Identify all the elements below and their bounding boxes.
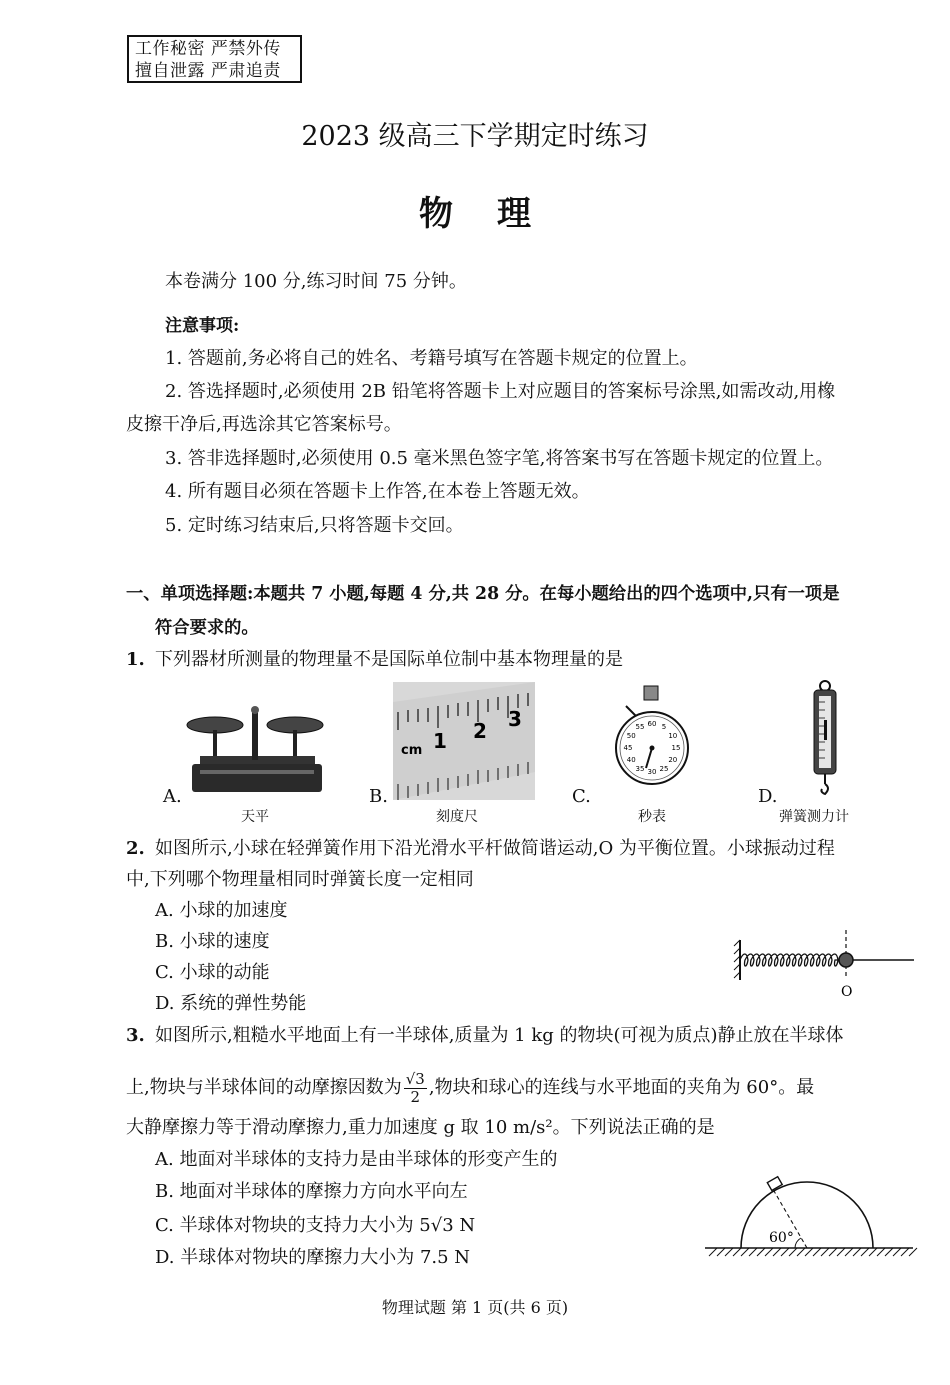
question-stem: 下列器材所测量的物理量不是国际单位制中基本物理量的是 [155, 649, 623, 670]
caption-spring-scale: 弹簧测力计 [779, 809, 849, 825]
stem-text: 上,物块与半球体间的动摩擦因数为 [126, 1077, 402, 1098]
fraction-numerator: √3 [405, 1069, 425, 1088]
question-number: 3. [126, 1025, 145, 1046]
stamp-line-2: 擅自泄露 严肃追责 [135, 61, 281, 81]
question-number: 1. [126, 649, 145, 670]
dial-number: 50 [626, 732, 636, 740]
ruler-mark: 3 [508, 707, 522, 731]
dial-number: 5 [661, 723, 667, 732]
caption-stopwatch: 秒表 [638, 809, 666, 825]
fraction-denominator: 2 [410, 1087, 421, 1106]
question-stem-cont: 中,下列哪个物理量相同时弹簧长度一定相同 [126, 869, 474, 890]
section-heading-cont: 符合要求的。 [155, 618, 259, 638]
angle-label: 60° [769, 1230, 794, 1246]
exam-title: 2023 级高三下学期定时练习 [301, 121, 649, 152]
dial-number: 20 [668, 756, 678, 764]
option-letter-c: C. [572, 786, 591, 807]
subject-title: 物理 [419, 194, 575, 234]
equilibrium-label: O [841, 984, 853, 1000]
stopwatch-figure [612, 684, 692, 800]
hemisphere-figure [705, 1172, 915, 1262]
ruler-mark: 2 [473, 719, 487, 743]
option-text: A. 小球的加速度 [155, 900, 288, 921]
option-letter-d: D. [758, 786, 778, 807]
note-item: 1. 答题前,务必将自己的姓名、考籍号填写在答题卡规定的位置上。 [165, 348, 698, 369]
intro-text: 本卷满分 100 分,练习时间 75 分钟。 [165, 271, 467, 292]
note-item: 5. 定时练习结束后,只将答题卡交回。 [165, 515, 464, 536]
option-text: D. 半球体对物块的摩擦力大小为 7.5 N [155, 1247, 471, 1268]
option-text: C. 半球体对物块的支持力大小为 5√3 N [155, 1215, 476, 1236]
dial-number: 40 [626, 756, 636, 764]
option-text: B. 地面对半球体的摩擦力方向水平向左 [155, 1181, 468, 1202]
spring-oscillator-figure [734, 928, 919, 1000]
ruler-mark: 1 [433, 729, 447, 753]
section-heading: 一、单项选择题:本题共 7 小题,每题 4 分,共 28 分。在每小题给出的四个选项中,只有一项是 [126, 584, 840, 604]
caption-balance: 天平 [241, 809, 269, 825]
dial-number: 15 [671, 744, 681, 752]
dial-number: 55 [635, 723, 645, 732]
dial-number: 10 [668, 732, 678, 740]
question-stem: 如图所示,粗糙水平地面上有一半球体,质量为 1 kg 的物块(可视为质点)静止放在半球体 [155, 1025, 844, 1046]
question-number: 2. [126, 838, 145, 859]
page-footer: 物理试题 第 1 页(共 6 页) [381, 1298, 569, 1317]
option-text: A. 地面对半球体的支持力是由半球体的形变产生的 [155, 1149, 558, 1170]
ruler-figure [393, 682, 535, 800]
note-item: 3. 答非选择题时,必须使用 0.5 毫米黑色签字笔,将答案书写在答题卡规定的位置上。 [165, 448, 834, 469]
dial-number: 30 [647, 768, 657, 776]
question-stem-cont: 大静摩擦力等于滑动摩擦力,重力加速度 g 取 10 m/s²。下列说法正确的是 [126, 1117, 715, 1138]
caption-ruler: 刻度尺 [436, 809, 478, 825]
spring-scale-figure [805, 680, 845, 800]
friction-coefficient-fraction [404, 1071, 427, 1106]
dial-number: 45 [623, 744, 633, 752]
balance-figure [180, 700, 330, 800]
confidential-stamp [127, 35, 302, 83]
note-item: 皮擦干净后,再选涂其它答案标号。 [126, 414, 402, 435]
option-letter-a: A. [163, 786, 182, 807]
notes-heading: 注意事项: [165, 316, 240, 336]
dial-number: 35 [635, 764, 645, 773]
note-item: 4. 所有题目必须在答题卡上作答,在本卷上答题无效。 [165, 481, 590, 502]
ruler-unit: cm [401, 743, 423, 758]
stamp-line-1: 工作秘密 严禁外传 [135, 39, 281, 59]
option-text: C. 小球的动能 [155, 962, 270, 983]
note-item: 2. 答选择题时,必须使用 2B 铅笔将答题卡上对应题目的答案标号涂黑,如需改动,用橡 [165, 381, 836, 402]
question-stem-cont [126, 1068, 814, 1108]
option-text: B. 小球的速度 [155, 931, 270, 952]
dial-number: 25 [659, 764, 669, 773]
option-text: D. 系统的弹性势能 [155, 993, 307, 1014]
option-letter-b: B. [369, 786, 388, 807]
question-stem: 如图所示,小球在轻弹簧作用下沿光滑水平杆做简谐运动,O 为平衡位置。小球振动过程 [155, 838, 835, 859]
dial-number: 60 [647, 720, 657, 728]
stem-text: ,物块和球心的连线与水平地面的夹角为 60°。最 [428, 1077, 815, 1098]
